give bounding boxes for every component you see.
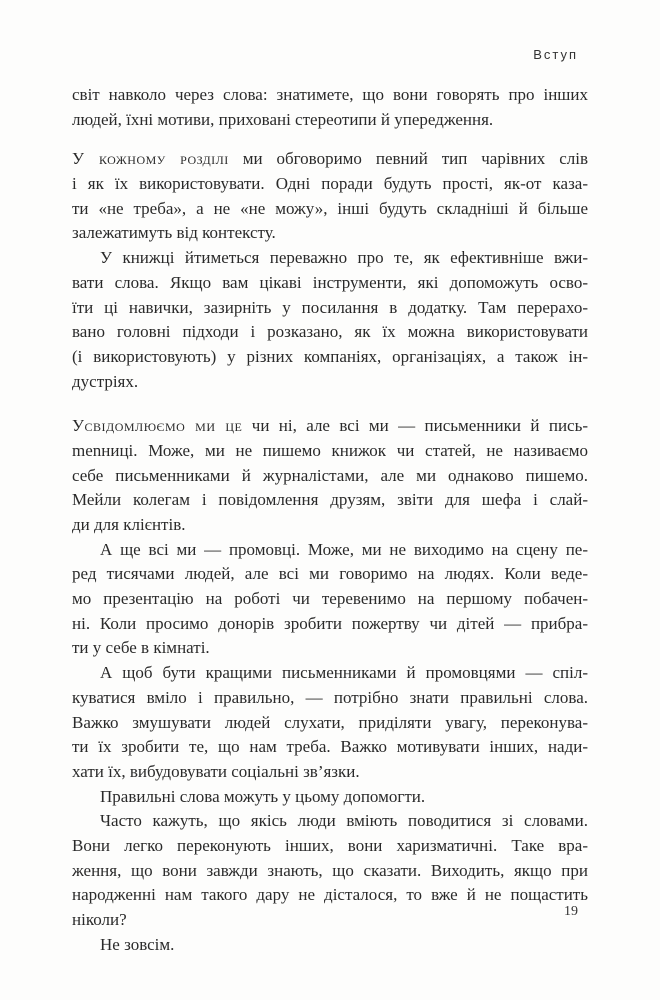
text-line bbox=[72, 320, 588, 345]
line-text: ніколи? bbox=[72, 910, 127, 929]
page-number: 19 bbox=[564, 904, 578, 919]
text-line bbox=[72, 197, 588, 222]
paragraph bbox=[72, 246, 588, 394]
line-text: залежатимуть від контексту. bbox=[72, 223, 276, 243]
line-text: ти їх зробити те, що нам треба. Важко мотивувати інших, нади- bbox=[72, 737, 588, 757]
text-line bbox=[72, 464, 588, 489]
text-line bbox=[72, 859, 588, 884]
text-line bbox=[72, 246, 588, 271]
text-line bbox=[72, 933, 588, 958]
paragraph bbox=[72, 661, 588, 784]
text-line bbox=[72, 760, 588, 785]
text-line bbox=[72, 271, 588, 296]
line-text: Важко змушувати людей слухати, приділяти увагу, переконува- bbox=[72, 712, 588, 732]
line-text: ні. Коли просимо донорів зробити пожертву чи дітей — прибра- bbox=[72, 613, 588, 633]
line-text: ження, що вони завжди знають, що сказати. Виходить, якщо при bbox=[72, 860, 588, 880]
text-line bbox=[72, 488, 588, 513]
paragraph bbox=[72, 933, 588, 958]
paragraph bbox=[72, 785, 588, 810]
line-text: чи ні, але всі ми — письменники й пись- bbox=[242, 416, 588, 436]
line-text: їти ці навички, зазирніть у посилання в додатку. Там перерахо- bbox=[72, 297, 588, 317]
line-text: ти у себе в кімнаті. bbox=[72, 638, 210, 658]
line-text: народженні нам такого дару не дісталося, то вже й не пощастить bbox=[72, 885, 588, 905]
text-line bbox=[72, 414, 588, 439]
line-text: ми обговоримо певний тип чарівних слів bbox=[228, 149, 588, 169]
line-text: і як їх використовувати. Одні поради будуть прості, як-от каза- bbox=[72, 174, 588, 194]
text-line bbox=[72, 587, 588, 612]
line-text: людей, їхні мотиви, приховані стереотипи й упередження. bbox=[72, 109, 494, 129]
small-caps-lead: Усвідомлюємо ми це bbox=[72, 416, 243, 436]
line-text: хати їх, вибудовувати соціальні зв’язки. bbox=[72, 761, 360, 781]
text-line bbox=[72, 296, 588, 321]
text-line bbox=[72, 538, 588, 563]
line-text: А щоб бути кращими письменниками й промовцями — спіл- bbox=[100, 663, 588, 683]
paragraph bbox=[72, 414, 588, 537]
text-line bbox=[72, 834, 588, 859]
line-text: У книжці йтиметься переважно про те, як ефективніше вжи- bbox=[100, 248, 588, 268]
text-line bbox=[72, 636, 588, 661]
text-line bbox=[72, 661, 588, 686]
line-text: menниці. Може, ми не пишемо книжок чи статей, не називаємо bbox=[72, 440, 588, 460]
paragraph bbox=[72, 83, 588, 132]
paragraph bbox=[72, 809, 588, 932]
text-line bbox=[72, 172, 588, 197]
line-text: Мейли колегам і повідомлення друзям, звіти для шефа і слай- bbox=[72, 490, 588, 510]
line-text: (і використовують) у різних компаніях, організаціях, а також ін- bbox=[72, 346, 588, 366]
running-head: Вступ bbox=[533, 47, 578, 62]
text-line bbox=[72, 562, 588, 587]
text-line bbox=[72, 735, 588, 760]
text-line bbox=[72, 686, 588, 711]
text-line bbox=[72, 809, 588, 834]
line-text: куватися вміло і правильно, — потрібно знати правильні слова. bbox=[72, 687, 588, 707]
text-line bbox=[72, 612, 588, 637]
text-line bbox=[72, 711, 588, 736]
line-text: ред тисячами людей, але всі ми говоримо на людях. Коли веде- bbox=[72, 564, 588, 584]
line-text: дустріях. bbox=[72, 371, 139, 391]
text-line bbox=[72, 513, 588, 538]
line-text: Правильні слова можуть у цьому допомогти. bbox=[100, 786, 426, 806]
text-line bbox=[72, 345, 588, 370]
text-line bbox=[72, 108, 588, 133]
paragraph bbox=[72, 538, 588, 661]
text-line bbox=[72, 785, 588, 810]
line-text: ти «не треба», а не «не можу», інші будуть складніші й більше bbox=[72, 198, 588, 218]
line-text: вано головні підходи і розказано, як їх можна використовувати bbox=[72, 322, 588, 342]
line-text: світ навколо через слова: знатимете, що вони говорять про інших bbox=[72, 85, 588, 104]
line-text: Вони легко переконують інших, вони харизматичні. Таке вра- bbox=[72, 835, 588, 855]
small-caps-lead: У кожному розділі bbox=[72, 149, 229, 169]
text-line bbox=[72, 439, 588, 464]
text-line bbox=[72, 147, 588, 172]
text-line bbox=[72, 221, 588, 246]
body-text bbox=[72, 83, 588, 957]
text-line bbox=[72, 908, 588, 933]
paragraph bbox=[72, 147, 588, 246]
line-text: Не зовсім. bbox=[100, 934, 175, 954]
text-line bbox=[72, 370, 588, 395]
text-line bbox=[72, 83, 588, 108]
line-text: ди для клієнтів. bbox=[72, 515, 186, 534]
line-text: А ще всі ми — промовці. Може, ми не виходимо на сцену пе- bbox=[100, 539, 588, 559]
line-text: Часто кажуть, що якісь люди вміють поводитися зі словами. bbox=[100, 811, 588, 831]
text-line bbox=[72, 883, 588, 908]
line-text: мо презентацію на роботі чи теревенимо на першому побачен- bbox=[72, 589, 588, 609]
line-text: вати слова. Якщо вам цікаві інструменти, які допоможуть осво- bbox=[72, 272, 588, 292]
line-text: себе письменниками й журналістами, але ми однаково пишемо. bbox=[72, 465, 588, 485]
